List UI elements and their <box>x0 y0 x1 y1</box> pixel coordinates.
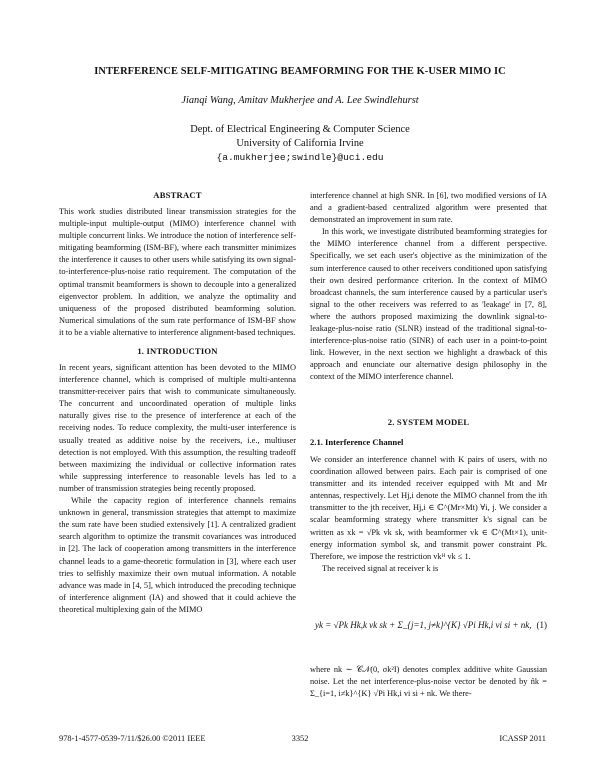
interference-channel-subheading: 2.1. Interference Channel <box>310 437 404 447</box>
equation-1-number: (1) <box>536 620 547 630</box>
footer-copyright: 978-1-4577-0539-7/11/$26.00 ©2011 IEEE <box>59 734 206 743</box>
abstract-paragraph: This work studies distributed linear transmission strategies for the multiple-input multiple-output (MIMO) interference channel with multiple concurrent links. We introduce the notion of interference self-mitigating beamforming (ISM-BF), where each transmitter minimizes the interference it causes to other users while satisfying its own signal-to-interference-plus-noise ratio requirement. The computation of the optimal transmit beamformers is shown to decouple into a generalized eigenvector problem. In addition, we analyze the optimality and uniqueness of the proposed distributed beamforming solution. Numerical simulations of the sum rate performance of ISM-BF show it to be a viable alternative to interference alignment-based techniques. <box>59 207 296 337</box>
system-model-paragraph-2: The received signal at receiver k is <box>322 563 439 573</box>
introduction-heading: 1. INTRODUCTION <box>137 346 218 356</box>
authors: Jianqi Wang, Amitav Mukherjee and A. Lee Swindlehurst <box>181 95 419 106</box>
intro-paragraph-1: In recent years, significant attention has been devoted to the MIMO interference channel, which is comprised of multiple multi-antenna transmitter-receiver pairs that wish to communicate simultaneously. The concurrent and uncoordinated operation of multiple links naturally gives rise to the presence of interference at each of the receiving nodes. To reduce complexity, the multi-user interference is usually treated as additive noise by the receivers, i.e., multiuser detection is not employed. With this assumption, the resulting tradeoff between maximizing the individual or collective information rates while suppressing interference to reasonable levels has led to a number of transmission strategies being recently proposed. <box>59 363 296 493</box>
author-email: {a.mukherjee;swindle}@uci.edu <box>216 152 384 163</box>
equation-1 <box>310 620 547 630</box>
paper-title: INTERFERENCE SELF-MITIGATING BEAMFORMING FOR THE K-USER MIMO IC <box>94 66 506 77</box>
introduction-column-left <box>59 362 296 616</box>
system-model-text-continued <box>310 664 547 700</box>
intro-paragraph-3: interference channel at high SNR. In [6], two modified versions of IA and a gradient-based centralized algorithm were presented that demonstrated an improvement in sum rate. <box>310 191 547 225</box>
footer-page-number: 3352 <box>291 734 309 743</box>
affiliation-university: University of California Irvine <box>236 138 364 149</box>
equation-1-body: yk = √Pk Hk,k vk sk + Σ_{j=1, j≠k}^{K} √Pi Hk,i vi si + nk, <box>314 620 532 630</box>
intro-paragraph-4: In this work, we investigate distributed beamforming strategies for the MIMO interference channel from a different perspective. Specifically, we set each user's objective as the minimization of the sum interference caused to other receivers conditioned upon satisfying their own desired performance criterion. In the context of MIMO broadcast channels, the sum interference caused by a particular user's signal to the other receivers was referred to as 'leakage' in [7, 8], where the authors proposed maximizing the downlink signal-to-leakage-plus-noise ratio (SLNR) instead of the traditional signal-to-interference-plus-noise ratio (SINR) of each user in a point-to-point link. However, in the next section we highlight a drawback of this approach and enunciate our alternative design philosophy in the context of the MIMO interference channel. <box>310 227 547 382</box>
system-model-paragraph-1: We consider an interference channel with K pairs of users, with no coordination allowed between pairs. Each pair is comprised of one transmitter and its intended receiver equipped with Mt and Mr antennas, respectively. Let Hj,i denote the MIMO channel from the ith transmitter to the jth receiver, Hj,i ∈ ℂ^(Mr×Mt) ∀i, j. We consider a scalar beamforming strategy where transmitter k's signal can be written as xk = √Pk vk sk, with beamformer vk ∈ ℂ^(Mt×1), unit-energy information symbol sk, and transmit power constraint Pk. Therefore, we impose the restriction vkᴴ vk ≤ 1. <box>310 455 547 561</box>
system-model-heading: 2. SYSTEM MODEL <box>387 417 470 427</box>
intro-paragraph-2: While the capacity region of interference channels remains unknown in general, transmission strategies that attempt to maximize the sum rate have been studied extensively [1]. A centralized gradient search algorithm to optimize the transmit covariances was introduced in [2]. The lack of cooperation among transmitters in the interference channel leads to a game-theoretic formulation in [3], where each user tries to selfishly maximize their own mutual information. A notable advance was made in [4, 5], which introduced the precoding technique of interference alignment (IA) and showed that it could achieve the theoretical multiplexing gain of the MIMO <box>59 496 296 614</box>
introduction-column-right <box>310 190 547 384</box>
footer-conference: ICASSP 2011 <box>499 734 546 743</box>
system-model-text <box>310 454 547 575</box>
abstract-text <box>59 206 296 339</box>
system-model-paragraph-3: where nk ∼ 𝒞𝒩(0, σk²I) denotes complex additive white Gaussian noise. Let the net interference-plus-noise vector be denoted by n̂k = Σ_{i=1, i≠k}^{K} √Pi Hk,i vi si + nk. We there- <box>310 665 547 699</box>
abstract-heading: ABSTRACT <box>153 190 202 200</box>
affiliation-department: Dept. of Electrical Engineering & Computer Science <box>190 124 410 135</box>
